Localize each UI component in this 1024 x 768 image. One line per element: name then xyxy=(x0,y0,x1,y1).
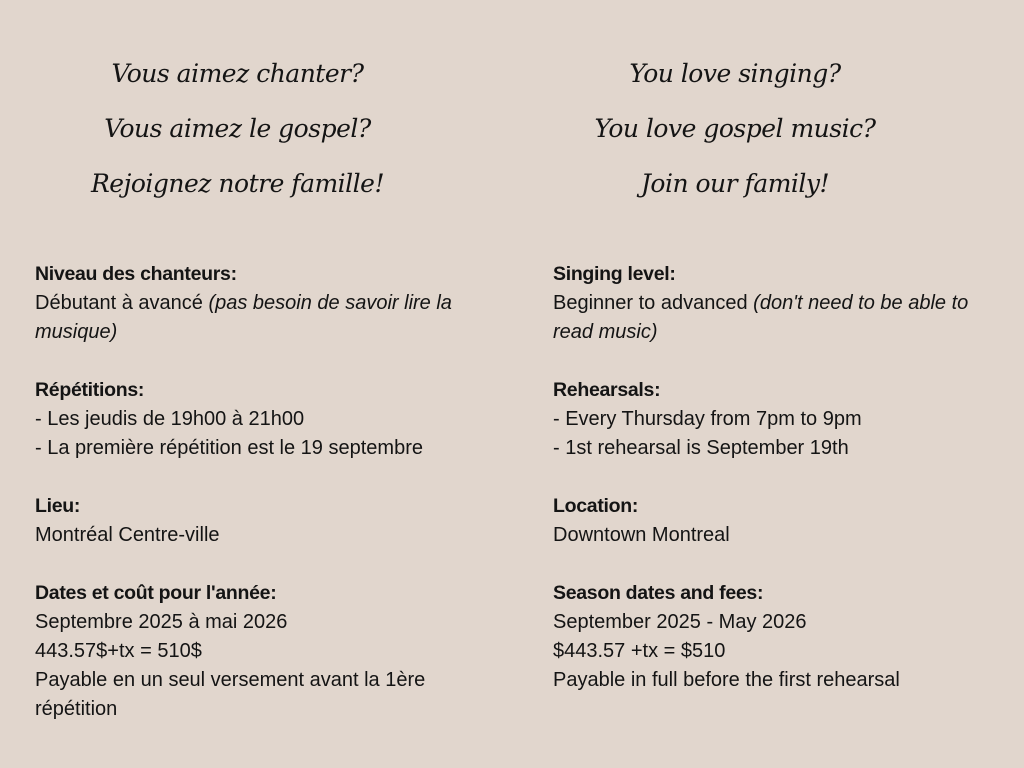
english-info xyxy=(553,260,993,724)
french-singing-level-heading: Niveau des chanteurs: xyxy=(35,263,237,285)
english-rehearsals-line-2: - 1st rehearsal is September 19th xyxy=(553,437,849,459)
french-rehearsals-line-1: - Les jeudis de 19h00 à 21h00 xyxy=(35,408,305,430)
english-dates-line: September 2025 - May 2026 xyxy=(553,611,807,633)
english-location-text: Downtown Montreal xyxy=(553,524,730,546)
english-payment-line: Payable in full before the first rehearsal xyxy=(553,669,900,691)
english-tagline-3: Join our family! xyxy=(640,169,830,198)
english-dates-fees-section xyxy=(553,579,993,695)
english-tagline-2: You love gospel music? xyxy=(594,114,876,143)
english-singing-level-note: (don't need to be able to read music) xyxy=(553,292,969,343)
french-singing-level-text: Débutant à avancé xyxy=(35,292,209,314)
french-dates-fees-section xyxy=(35,579,475,724)
french-singing-level-section xyxy=(35,260,475,347)
english-price-line: $443.57 +tx = $510 xyxy=(553,640,726,662)
english-taglines xyxy=(560,46,910,211)
english-rehearsals-heading: Rehearsals: xyxy=(553,379,661,401)
english-singing-level-text: Beginner to advanced xyxy=(553,292,754,314)
french-singing-level-note: (pas besoin de savoir lire la musique) xyxy=(35,292,452,343)
french-rehearsals-heading: Répétitions: xyxy=(35,379,145,401)
french-rehearsals-line-2: - La première répétition est le 19 septembre xyxy=(35,437,423,459)
french-dates-line: Septembre 2025 à mai 2026 xyxy=(35,611,288,633)
french-tagline-1: Vous aimez chanter? xyxy=(111,59,364,88)
french-price-line: 443.57$+tx = 510$ xyxy=(35,640,202,662)
english-singing-level-section xyxy=(553,260,993,347)
english-location-heading: Location: xyxy=(553,495,639,517)
french-taglines xyxy=(60,46,415,211)
english-rehearsals-line-1: - Every Thursday from 7pm to 9pm xyxy=(553,408,862,430)
english-dates-fees-heading: Season dates and fees: xyxy=(553,582,764,604)
french-info xyxy=(35,260,475,753)
french-rehearsals-section xyxy=(35,376,475,463)
french-location-text: Montréal Centre-ville xyxy=(35,524,220,546)
english-location-section xyxy=(553,492,993,550)
french-tagline-3: Rejoignez notre famille! xyxy=(90,169,385,198)
french-location-heading: Lieu: xyxy=(35,495,81,517)
french-location-section xyxy=(35,492,475,550)
french-tagline-2: Vous aimez le gospel? xyxy=(104,114,371,143)
english-rehearsals-section xyxy=(553,376,993,463)
french-payment-line: Payable en un seul versement avant la 1ère répétition xyxy=(35,669,426,720)
french-dates-fees-heading: Dates et coût pour l'année: xyxy=(35,582,277,604)
english-singing-level-heading: Singing level: xyxy=(553,263,676,285)
english-tagline-1: You love singing? xyxy=(629,59,841,88)
